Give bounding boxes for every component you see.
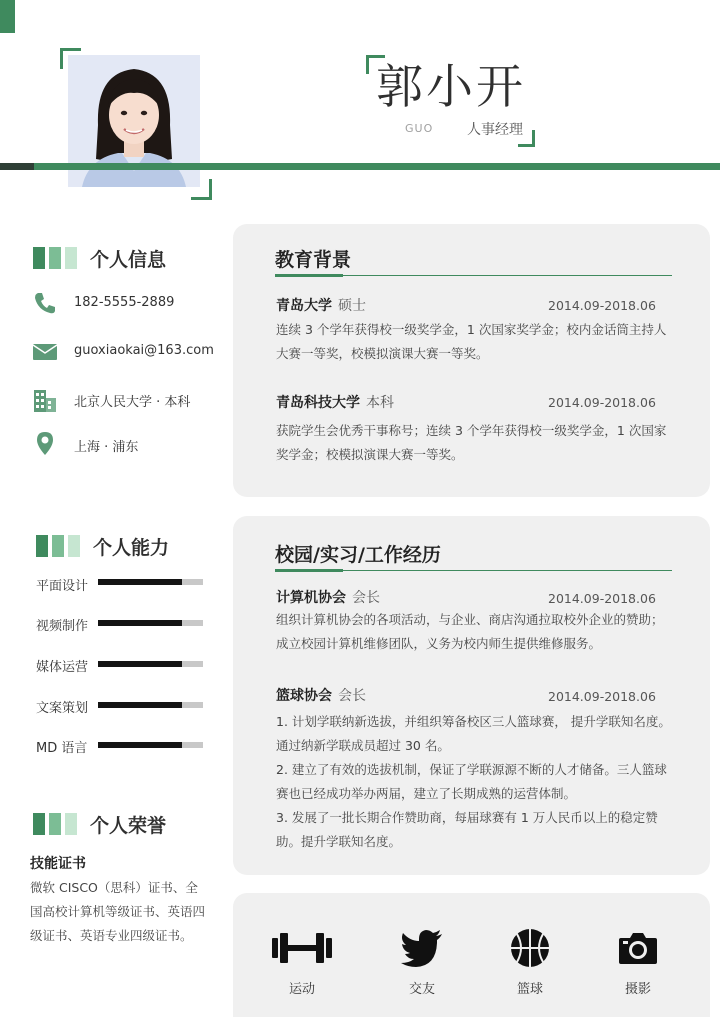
skill-bar-fill	[98, 620, 182, 626]
entry-role: 会长	[352, 590, 380, 606]
hobby-photography	[598, 928, 678, 997]
entry-description	[276, 608, 676, 656]
description-line: 2. 建立了有效的选拔机制，保证了学联源源不断的人才储备。三人篮球	[276, 762, 667, 777]
header-divider-dark	[0, 163, 34, 170]
description-line: 连续 3 个学年获得校一级奖学金，1 次国家奖学金；校内金话筒主持人	[276, 322, 667, 337]
skill-bar	[98, 579, 203, 585]
school-degree: 北京人民大学 · 本科	[74, 395, 191, 410]
entry-org-text: 青岛大学	[276, 298, 332, 314]
skill-bar	[98, 742, 203, 748]
hobby-social	[382, 928, 462, 997]
abilities-title: 个人能力	[93, 537, 170, 559]
description-line: 助。提升学联知名度。	[276, 834, 402, 849]
entry-description	[276, 318, 676, 366]
email-address: guoxiaokai@163.com	[74, 343, 214, 358]
description-line: 通过纳新学联成员超过 30 名。	[276, 738, 450, 753]
skill-bar	[98, 620, 203, 626]
description-line: 获院学生会优秀干事称号；连续 3 个学年获得校一级奖学金，1 次国家	[276, 423, 667, 438]
entry-date: 2014.09-2018.06	[548, 591, 656, 606]
entry-org-text: 青岛科技大学	[276, 395, 360, 411]
education-title: 教育背景	[275, 249, 352, 271]
entry-role: 本科	[366, 395, 394, 411]
skill-label: 视频制作	[36, 619, 89, 634]
entry-org-text: 计算机协会	[276, 590, 346, 606]
honors-subtitle: 技能证书	[30, 856, 86, 872]
entry-org-text: 篮球协会	[276, 688, 332, 704]
hobby-label: 篮球	[516, 982, 543, 997]
skill-label: 文案策划	[36, 701, 89, 716]
basketball-icon	[510, 928, 550, 968]
personal-info-title: 个人信息	[90, 249, 167, 271]
hobby-basketball	[490, 928, 570, 997]
location: 上海 · 浦东	[74, 440, 139, 455]
experience-entry-org	[276, 587, 380, 607]
hobby-label: 交友	[408, 982, 435, 997]
building-icon	[32, 388, 58, 414]
phone-number: 182-5555-2889	[74, 295, 175, 310]
mail-icon	[32, 340, 58, 366]
honors-text: 微软 CISCO（思科）证书、全国高校计算机等级证书、英语四级证书、英语专业四级证书。	[30, 880, 206, 943]
entry-description	[276, 710, 676, 854]
education-entry-org	[276, 295, 366, 315]
skill-label: MD 语言	[36, 741, 88, 756]
hobby-label: 运动	[288, 982, 315, 997]
experience-rule-accent	[275, 569, 343, 572]
skill-label: 平面设计	[36, 579, 89, 594]
honors-marks	[33, 813, 77, 835]
description-line: 组织计算机协会的各项活动，与企业、商店沟通拉取校外企业的赞助；	[276, 612, 664, 627]
phone-icon	[32, 290, 58, 316]
entry-description	[276, 419, 676, 467]
skill-bar	[98, 661, 203, 667]
skill-label: 媒体运营	[36, 660, 89, 675]
education-rule-accent	[275, 274, 343, 277]
location-pin-icon	[32, 430, 58, 456]
skill-bar-fill	[98, 661, 182, 667]
entry-role: 硕士	[338, 298, 366, 314]
job-title: 人事经理	[467, 122, 523, 138]
description-line: 1. 计划学联纳新选拔，并组织筹备校区三人篮球赛， 提升学联知名度。	[276, 714, 671, 729]
personal-info-marks	[33, 247, 77, 269]
skill-bar	[98, 702, 203, 708]
hobby-label: 摄影	[624, 982, 651, 997]
description-line: 赛也已经成功举办两届，建立了长期成熟的运营体制。	[276, 786, 577, 801]
honors-title: 个人荣誉	[90, 815, 167, 837]
dumbbell-icon	[270, 928, 334, 968]
experience-title: 校园/实习/工作经历	[275, 544, 441, 566]
name-frame-corner-br	[518, 130, 535, 147]
description-line: 大赛一等奖，校模拟演课大赛一等奖。	[276, 346, 489, 361]
skill-bar-fill	[98, 742, 182, 748]
description-line: 奖学金；校模拟演课大赛一等奖。	[276, 447, 464, 462]
education-entry-org	[276, 392, 394, 412]
applicant-name: 郭小开	[376, 60, 526, 115]
description-line: 成立校园计算机维修团队，义务为校内师生提供维修服务。	[276, 636, 602, 651]
description-line: 3. 发展了一批长期合作赞助商，每届球赛有 1 万人民币以上的稳定赞	[276, 810, 658, 825]
skill-bar-fill	[98, 579, 182, 585]
twitter-bird-icon	[400, 928, 444, 968]
header-divider	[0, 163, 720, 170]
entry-role: 会长	[338, 688, 366, 704]
experience-entry-org	[276, 685, 366, 705]
entry-date: 2014.09-2018.06	[548, 298, 656, 313]
skill-bar-fill	[98, 702, 182, 708]
applicant-name-en: GUO	[405, 122, 434, 135]
header-accent-tab	[0, 0, 15, 33]
entry-date: 2014.09-2018.06	[548, 689, 656, 704]
entry-date: 2014.09-2018.06	[548, 395, 656, 410]
abilities-marks	[36, 535, 80, 557]
camera-icon	[618, 928, 658, 968]
hobby-sports	[262, 928, 342, 997]
